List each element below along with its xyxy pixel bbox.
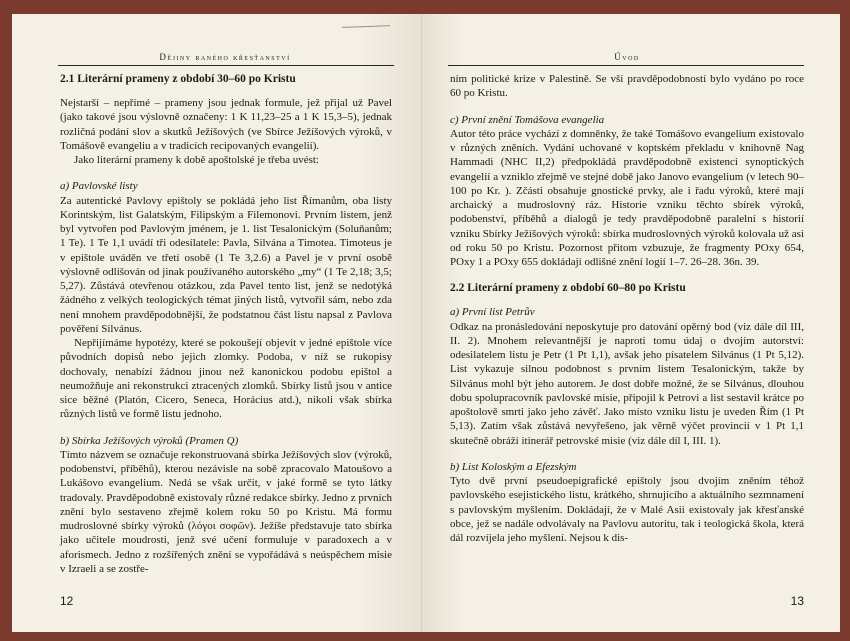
thomas-gospel-paragraph: Autor této práce vychází z domněnky, že také Tomášovo evangelium existovalo v různých zněních. Vydání uchované v koptském překladu v knihovně Nag Hammadi (NHC II,2) předpokládá pravděpodobně existenci synoptických evangelií a vzniklo zřejmě ve stejné době jako Janovo evangelium (v letech 90–100 po Kr. ). Zčásti obsahuje gnostické prvky, ale i řadu výroků, které mají archaický a mudroslovný ráz. Historie vzniku těchto sbírek výroků, podobenství, příběhů a dialogů je tedy pravděpodobně paralelní s historií vzniku Sbírky Ježíšových výroků: sbírka mudroslovných výroků kolovala už asi od roku 50 po Kristu. Pozornost přitom vzbuzuje, že fragmenty POxy 654, POxy 1 a POxy 655 dokládají odlišné znění logií 1–7. 26–28. 36n. 39. <box>450 127 804 268</box>
running-header-left: Dějiny raného křesťanství <box>159 52 291 62</box>
section-title-2-2: 2.2 Literární prameny z období 60–80 po Kristu <box>450 282 686 295</box>
pauline-letters-paragraph-1: Za autentické Pavlovy epištoly se pokládá jeho list Římanům, oba listy Korintským, list Galatským, Filipským a Filemonovi. Prvním listem, jenž byl vytvořen pod Pavlovým jménem, je 1. list Tesalonickým (Soluňanům; 1 Te). 1 Te 1,1 uvádí tři odesílatele: Pavla, Silvána a Timotea. Timoteus je v epištole uváděn ve třetí osobě (1 Te 3,2.6) a Pavel je v první osobě výslovně odlišován od jinak používaného autorského „my“ (1 Te 2,18; 3,5; 5,27). Zůstává otevřenou otázkou, zda Pavel tento list, jenž se nedotýká žádného z velkých teologických témat jiných listů, vytvořil sám, nebo zda není mnohem pravděpodobnější, že podstatnou část listu napsal z Pavlova pověření Silvánus. <box>60 194 392 335</box>
intro-paragraph-2: Jako literární prameny k době apoštolské je třeba uvést: <box>74 154 319 166</box>
pauline-letters-paragraph-2: Nepřijímáme hypotézy, které se pokoušejí objevit v jedné epištole více původních dopisů nebo jejich zlomky. Podoba, v níž se rukopisy dochovaly, nenabízí žádnou jinou než kanonickou podobu epištol a neumožňuje ani rekonstrukci ztracených zlomků. Sbírky listů jsou v antice sice běžné (Platón, Cicero, Seneca, Horácius atd.), nikoli však sbírka různých listů ve formě listu jednoho. <box>60 337 392 421</box>
header-rule-left <box>58 65 394 66</box>
left-page <box>12 14 422 632</box>
pencil-mark <box>342 25 390 32</box>
colossians-ephesians-paragraph: Tyto dvě první pseudoepigrafické epištoly jsou dvojím zněním téhož pavlovského esejistického listu, krátkého, shrnujícího a aktuálního sezmnamení s pavlovským myšlením. Dokládají, že v Malé Asii existovaly jak křesťanské obce, jež se nadále odvolávaly na Pavlovu autoritu, tak i teologická škola, která dál rozvíjela jeho myšlení. Nejsou k dis- <box>450 475 804 544</box>
subsection-title-colossians-ephesians: b) List Koloským a Efezským <box>450 460 577 473</box>
subsection-title-pauline-letters: a) Pavlovské listy <box>60 180 138 193</box>
subsection-title-source-q: b) Sbírka Ježíšových výroků (Pramen Q) <box>60 434 239 447</box>
right-page <box>422 14 840 632</box>
subsection-title-thomas-gospel: c) První znění Tomášova evangelia <box>450 113 605 126</box>
running-header-right: Úvod <box>614 52 640 62</box>
section-title-2-1: 2.1 Literární prameny z období 30–60 po Kristu <box>60 73 296 85</box>
intro-paragraph: Nejstarší – nepřímé – prameny jsou jednak formule, jež přijal už Pavel (jako takové jsou výslovně označeny: 1 K 11,23–25 a 1 K 15,3–5), jednak rozličná podání slov a skutků Ježíšových (ve Sbírce Ježíšových výroků, v Tomášově evangeliu a v tradicích recipovaných evangelií). <box>60 97 392 152</box>
header-rule-right <box>448 65 804 66</box>
left-page-body <box>60 72 392 576</box>
first-peter-paragraph: Odkaz na pronásledování neposkytuje pro datování opěrný bod (viz dále díl III, II. 2). Mnohem relevantnější je naproti tomu údaj o dvojím autorství: odesilatelem listu je Petr (1 Pt 1,1), avšak jeho písatelem Silvánus (1 Pt 5,12). List vykazuje silnou podobnost s prvním listem Tesalonickým, takže by Silvánus mohl být jeho autorem. Je dost dobře možné, že se Silvánus, dlouhou dobu spolupracovník pavlovské misie, připojil k Petrovi a list sestavil krátce po apoštolově smrti jako jeho závěť. Jako místo vzniku listu je uveden Řím (1 Pt 5,13). Zatím však zůstává nevyřešeno, jak věrně výčet provincií v 1 Pt 1,1 skutečně obráží itinerář petrovské misie (viz dále díl I, III. 1). <box>450 320 804 447</box>
right-page-body <box>450 72 804 545</box>
page-number-left: 12 <box>60 594 74 608</box>
source-q-paragraph: Tímto názvem se označuje rekonstruovaná sbírka Ježíšových slov (výroků, podobenství, příběhů), kterou nezávisle na sobě zpracovalo Matoušovo a Lukášovo evangelium. Nedá se však určit, v jaké formě se tyto látky tradovaly. Pravděpodobně existovaly různé redakce sbírky. Jedno z prvních znění bylo sestaveno zřejmě kolem roku 50 po Kristu. Má formu mudroslovné sbírky výroků (λόγοι σοφῶν). Ježíše představuje tato sbírka jako učitele moudrosti, jenž své učení formuluje v paradoxech a v aforismech. Jedno z rozšířených znění se vypořádává s neúspěchem misie v Izraeli a se zostře- <box>60 448 392 575</box>
continuation-paragraph: ním politické krize v Palestině. Se vší pravděpodobností bylo vydáno po roce 60 po Kristu. <box>450 73 804 100</box>
page-number-right: 13 <box>790 594 804 608</box>
subsection-title-first-peter: a) První list Petrův <box>450 306 535 319</box>
